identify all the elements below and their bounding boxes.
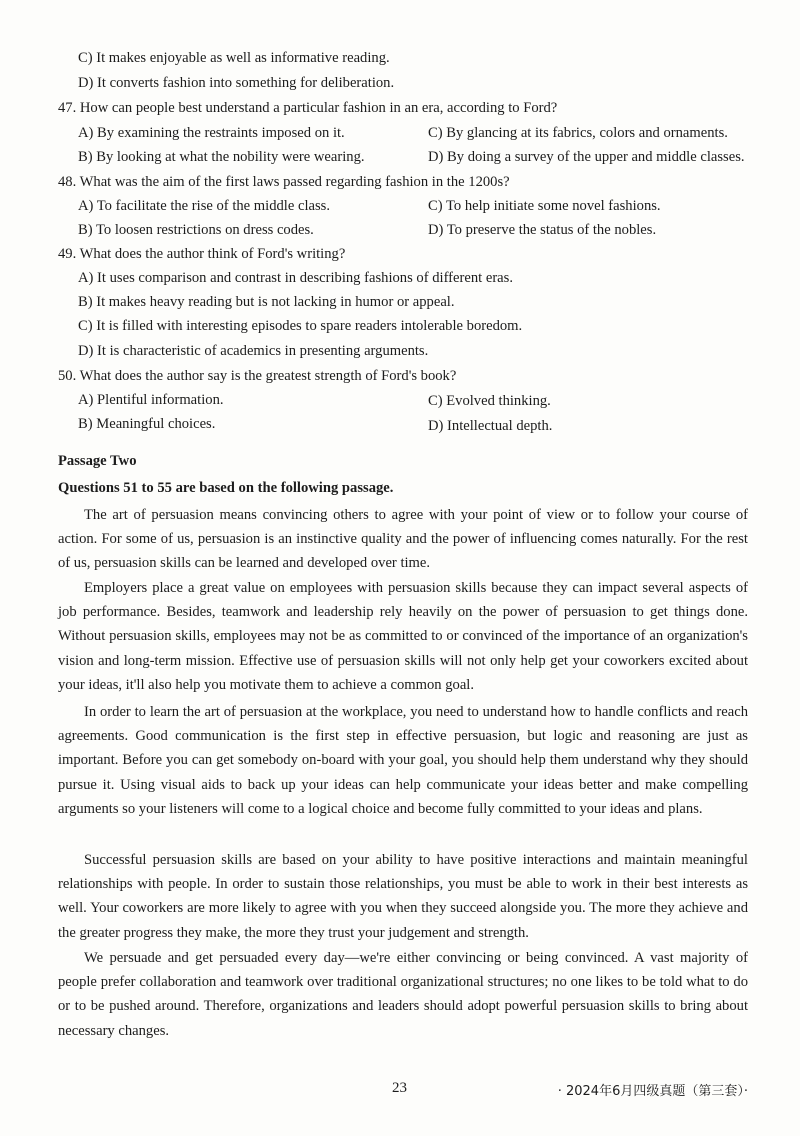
q48-option-a: A) To facilitate the rise of the middle class. [78, 198, 330, 214]
q48-option-c: C) To help initiate some novel fashions. [428, 198, 661, 214]
q47-stem: 47. How can people best understand a particular fashion in an era, according to Ford? [58, 100, 558, 116]
q49-option-a: A) It uses comparison and contrast in describing fashions of different eras. [78, 270, 513, 286]
q47-option-a: A) By examining the restraints imposed on it. [78, 125, 345, 141]
passage-paragraph-2: Employers place a great value on employees with persuasion skills because they can impact several aspects of job performance. Besides, teamwork and leadership rely heavily on the power of persuasion to get things done. Without persuasion skills, employees may not be as committed to or convinced of the importance of an organization's vision and long-term mission. Effective use of persuasion skills will not only help get your coworkers excited about your ideas, it'll also help you motivate them to achieve a common goal. [58, 580, 748, 693]
passage-instruction: Questions 51 to 55 are based on the following passage. [58, 480, 394, 496]
q50-option-b: B) Meaningful choices. [78, 416, 216, 432]
q48-option-b: B) To loosen restrictions on dress codes. [78, 222, 314, 238]
q49-option-c: C) It is filled with interesting episodes to spare readers intolerable boredom. [78, 318, 523, 334]
q48-option-d: D) To preserve the status of the nobles. [428, 222, 657, 238]
q49-option-b: B) It makes heavy reading but is not lacking in humor or appeal. [78, 294, 455, 310]
passage-paragraph-1: The art of persuasion means convincing others to agree with your point of view or to follow your course of action. For some of us, persuasion is an instinctive quality and the power of influencing comes naturally. For the rest of us, persuasion skills can be learned and developed over time. [58, 507, 748, 572]
q47-option-c: C) By glancing at its fabrics, colors and ornaments. [428, 125, 728, 141]
page-number: 23 [392, 1080, 407, 1096]
exam-label: · 2024年6月四级真题（第三套）· [557, 1084, 748, 1099]
passage-paragraph-3: In order to learn the art of persuasion at the workplace, you need to understand how to handle conflicts and reach agreements. Good communication is the first step in effective persuasion, but logic and reasoning are just as important. Before you can get somebody on-board with your goal, you should help them understand why they should pursue it. Using visual aids to back up your ideas can help communicate your ideas better and make compelling arguments so your listeners will come to a logical choice and become fully committed to your ideas and plans. [58, 704, 748, 817]
q46-option-c: C) It makes enjoyable as well as informative reading. [78, 50, 390, 66]
q47-option-d: D) By doing a survey of the upper and middle classes. [428, 149, 745, 165]
q50-option-a: A) Plentiful information. [78, 392, 224, 408]
q47-option-b: B) By looking at what the nobility were wearing. [78, 149, 365, 165]
passage-paragraph-4: Successful persuasion skills are based on your ability to have positive interactions and maintain meaningful relationships with people. In order to sustain those relationships, you must be able to work in their best interests as well. Your coworkers are more likely to agree with you when they succeed alongside you. The more they achieve and the greater progress they make, the more they trust your judgement and strength. [58, 852, 748, 941]
q50-option-c: C) Evolved thinking. [428, 393, 551, 409]
q49-option-d: D) It is characteristic of academics in presenting arguments. [78, 343, 429, 359]
q46-option-d: D) It converts fashion into something for deliberation. [78, 75, 395, 91]
q48-stem: 48. What was the aim of the first laws passed regarding fashion in the 1200s? [58, 174, 510, 190]
q50-option-d: D) Intellectual depth. [428, 418, 553, 434]
passage-paragraph-5: We persuade and get persuaded every day—we're either convincing or being convinced. A vast majority of people prefer collaboration and teamwork over traditional organizational structures; no one likes to be told what to do or to be pushed around. Therefore, organizations and leaders should adopt powerful persuasion skills to bring about necessary changes. [58, 950, 748, 1039]
q50-stem: 50. What does the author say is the greatest strength of Ford's book? [58, 368, 457, 384]
passage-title: Passage Two [58, 453, 137, 469]
q49-stem: 49. What does the author think of Ford's writing? [58, 246, 346, 262]
